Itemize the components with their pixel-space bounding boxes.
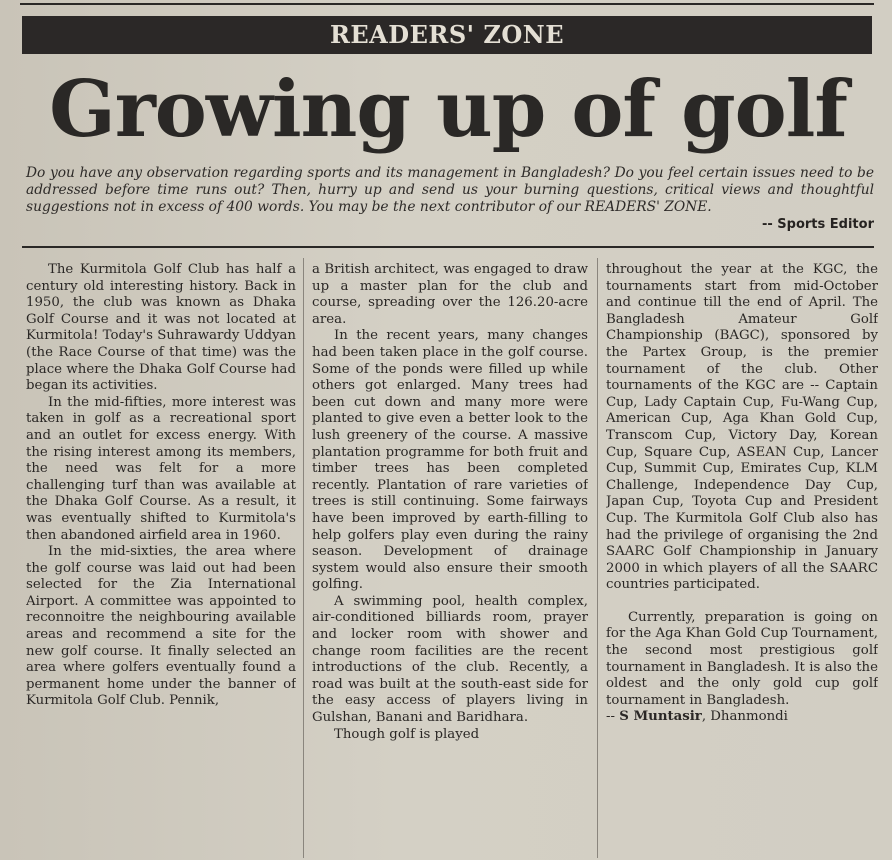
byline-prefix: -- <box>606 709 620 725</box>
column-divider <box>303 258 304 858</box>
paragraph: The Kurmitola Golf Club has half a century old interesting history. Back in 1950, the club was known as Dhaka Golf Course and it was not located at Kurmitola! Today's Suhrawardy Uddyan (the Race Course of that time) was the place where the Dhaka Golf Course had began its activities. <box>26 262 296 394</box>
section-banner: READERS' ZONE <box>22 16 872 54</box>
author-location: , Dhanmondi <box>701 709 788 725</box>
article-column-1 <box>26 262 296 858</box>
paragraph: A swimming pool, health complex, air-conditioned billiards room, prayer and locker room with shower and change room facilities are the recent introductions of the club. Recently, a road was built at the south-east side for the easy access of players living in Gulshan, Banani and Baridhara. <box>312 593 588 726</box>
editor-signoff: -- Sports Editor <box>761 217 874 232</box>
paragraph: In the mid-sixties, the area where the golf course was laid out had been selected for the Zia International Airport. A committee was appointed to reconnoitre the neighbouring available areas and recommend a site for the new golf course. It finally selected an area where golfers eventually found a permanent home under the banner of Kurmitola Golf Club. Pennik, <box>26 544 296 709</box>
editor-intro: Do you have any observation regarding sports and its management in Bangladesh? Do you feel certain issues need to be addressed before time runs out? Then, hurry up and send us your burning questions, critical views and thoughtful suggestions not in excess of 400 words. You may be the next contributor of our READERS' ZONE. <box>26 165 874 215</box>
paragraph: In the mid-fifties, more interest was taken in golf as a recreational sport and an outlet for excess energy. With the rising interest among its members, the need was felt for a more challenging turf than was available at the Dhaka Golf Course. As a result, it was eventually shifted to Kurmitola's then abandoned airfield area in 1960. <box>26 394 296 543</box>
byline <box>606 709 878 726</box>
paragraph: a British architect, was engaged to draw up a master plan for the club and course, spreading over the 126.20-acre area. <box>312 262 588 327</box>
paragraph: Though golf is played <box>334 726 480 742</box>
author-name: S Muntasir <box>619 709 702 725</box>
paragraph: Currently, preparation is going on for the Aga Khan Gold Cup Tournament, the second most prestigious golf tournament in Bangladesh. It is also the oldest and the only gold cup golf tournament in Bangladesh. <box>606 609 878 708</box>
paragraph: In the recent years, many changes had been taken place in the golf course. Some of the ponds were filled up while others got enlarged. Many trees had been cut down and many more were planted to give even a better look to the lush greenery of the course. A massive plantation programme for both fruit and timber trees has been completed recently. Plantation of rare varieties of trees is still continuing. Some fairways have been improved by earth-filling to help golfers play even during the rainy season. Development of drainage system would also ensure their smooth golfing. <box>312 328 588 593</box>
column-divider <box>597 258 598 858</box>
article-column-3 <box>606 262 878 858</box>
top-rule <box>20 3 874 5</box>
article-column-2 <box>312 262 588 858</box>
paragraph: throughout the year at the KGC, the tournaments start from mid-October and continue till the end of April. The Bangladesh Amateur Golf Championship (BAGC), sponsored by the Partex Group, is the premier tournament of the club. Other tournaments of the KGC are -- Captain Cup, Lady Captain Cup, Fu-Wang Cup, American Cup, Aga Khan Gold Cup, Transcom Cup, Victory Day, Korean Cup, Square Cup, ASEAN Cup, Lancer Cup, Summit Cup, Emirates Cup, KLM Challenge, Independence Day Cup, Japan Cup, Toyota Cup and President Cup. The Kurmitola Golf Club also has had the privilege of organising the 2nd SAARC Golf Championship in January 2000 in which players of all the SAARC countries participated. <box>606 262 878 593</box>
section-rule <box>22 246 874 248</box>
headline: Growing up of golf <box>49 64 847 155</box>
